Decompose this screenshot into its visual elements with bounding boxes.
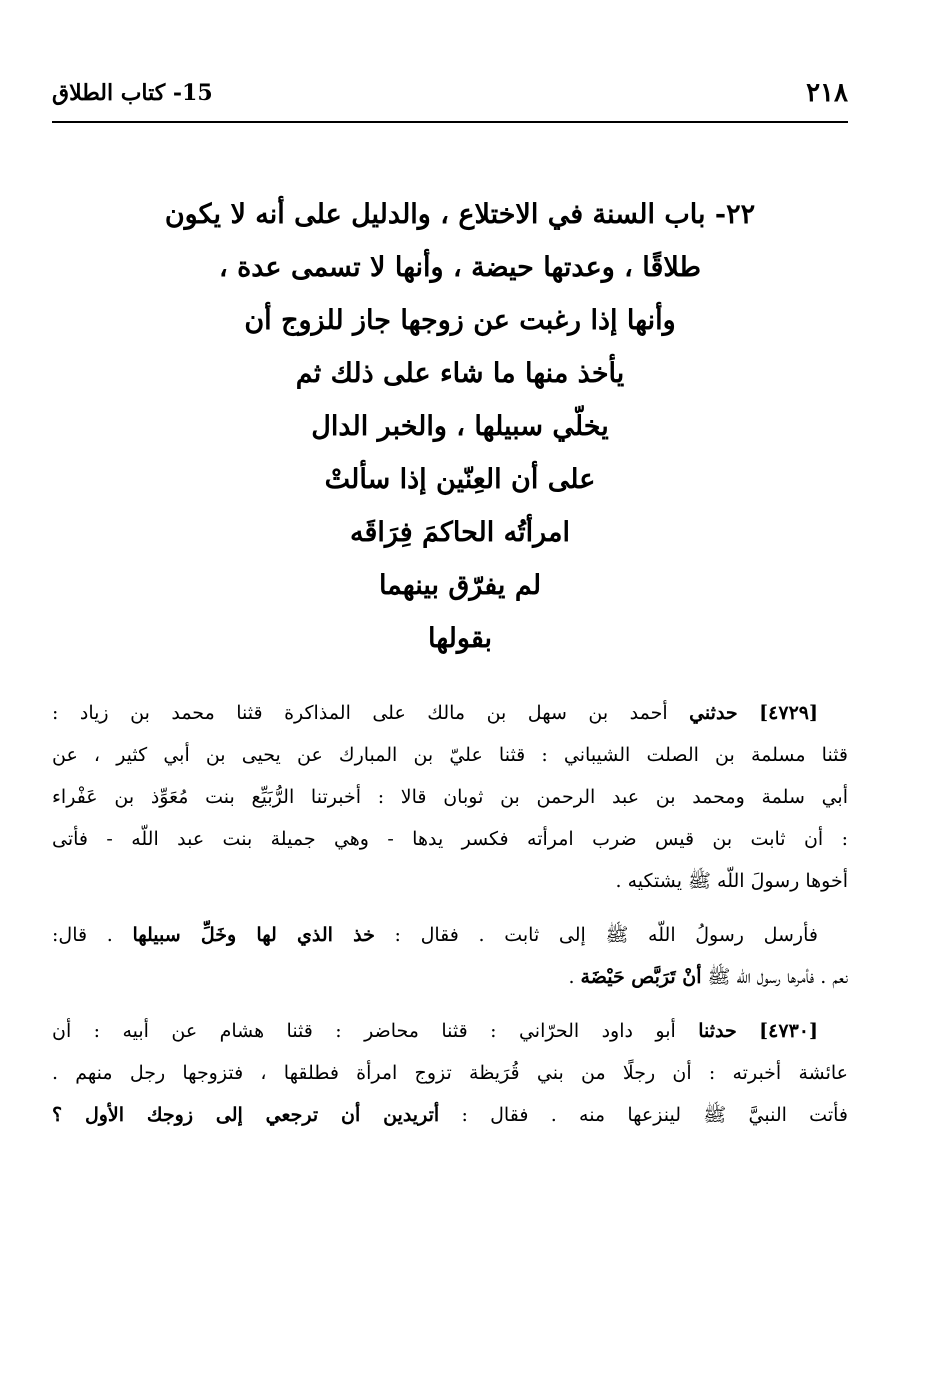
- prophet-quote: أنْ تَرَبَّص حَيْضَة: [580, 966, 702, 988]
- page-number: ٢١٨: [806, 78, 848, 108]
- text-line: [52, 1010, 848, 1052]
- text-line: [52, 914, 848, 956]
- hadith-4730: [52, 1010, 848, 1136]
- hadith-text: .: [568, 966, 575, 988]
- chapter-heading: [120, 188, 800, 665]
- hadith-text: . قال:: [52, 924, 113, 946]
- text-line: [52, 956, 848, 998]
- hadith-text: فأرسل رسولُ اللّه ﷺ إلى ثابت . فقال :: [394, 924, 818, 946]
- chapter-heading-line: وأنها إذا رغبت عن زوجها جاز للزوج أن: [244, 305, 676, 336]
- text-line: [52, 692, 848, 734]
- text-line: : أن ثابت بن قيس ضرب امرأته فكسر يدها - وهي جميلة بنت عبد اللّه - فأتى: [52, 828, 848, 850]
- header-rule: [52, 121, 848, 123]
- hadith-text: فأتت النبيَّ ﷺ لينزعها منه . فقال :: [461, 1104, 848, 1126]
- hadith-number: [٤٧٣٠]: [759, 1020, 818, 1042]
- text-line: قثنا مسلمة بن الصلت الشيباني : قثنا عليّ بن المبارك عن يحيى بن أبي كثير ، عن: [52, 744, 848, 766]
- hadith-text: أبو داود الحرّاني : قثنا محاضر : قثنا هشام عن أبيه : أن: [52, 1020, 676, 1042]
- chapter-heading-line: يأخذ منها ما شاء على ذلك ثم: [295, 358, 625, 389]
- body-text: [52, 692, 848, 1148]
- text-line: عائشة أخبرته : أن رجلًا من بني قُرَيظة تزوج امرأة فطلقها ، فتزوجها رجل منهم .: [52, 1062, 848, 1084]
- chapter-heading-line: طلاقًا ، وعدتها حيضة ، وأنها لا تسمى عدة ،: [219, 252, 701, 283]
- chapter-heading-line: يخلّي سبيلها ، والخبر الدال: [311, 411, 609, 442]
- hadith-text: أحمد بن سهل بن مالك على المذاكرة قثنا محمد بن زياد :: [52, 702, 668, 724]
- hadith-lead: حدثني: [689, 702, 738, 724]
- text-line: [52, 1094, 848, 1136]
- hadith-lead: حدثنا: [698, 1020, 737, 1042]
- page-header: [52, 74, 848, 110]
- chapter-heading-line: ٢٢- باب السنة في الاختلاع ، والدليل على أنه لا يكون: [164, 199, 756, 230]
- hadith-text: نعم . فأمرها رسول اللّه ﷺ: [707, 966, 848, 988]
- chapter-heading-line: امرأتُه الحاكمَ فِرَاقَه: [349, 517, 571, 548]
- prophet-quote: أتريدين أن ترجعي إلى زوجك الأول ؟: [52, 1104, 440, 1126]
- text-line: أخوها رسولَ اللّه ﷺ يشتكيه .: [615, 870, 848, 892]
- chapter-heading-line: على أن العِنّين إذا سألتْ: [324, 464, 596, 495]
- chapter-heading-line: بقولها: [427, 623, 493, 654]
- hadith-4729-continuation: [52, 914, 848, 998]
- chapter-heading-line: لم يفرّق بينهما: [378, 570, 542, 601]
- hadith-4729: [52, 692, 848, 902]
- prophet-quote: خذ الذي لها وخَلِّ سبيلها: [132, 924, 375, 946]
- running-title: 15- كتاب الطلاق: [52, 80, 213, 106]
- text-line: أبي سلمة ومحمد بن عبد الرحمن بن ثوبان قالا : أخبرتنا الرُّبَيِّع بنت مُعَوِّذ بن عَفْراء: [52, 786, 848, 808]
- hadith-number: [٤٧٢٩]: [759, 702, 818, 724]
